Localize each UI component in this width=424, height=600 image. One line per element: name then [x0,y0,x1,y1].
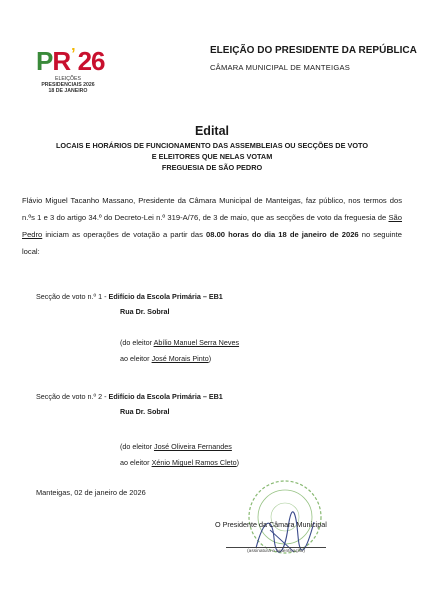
edital-subtitle-line-2: E ELEITORES QUE NELAS VOTAM [151,152,273,161]
seccao-1-from-name: Abílio Manuel Serra Neves [153,338,240,347]
pr26-logo-mark [36,48,128,76]
seccao-2-from [120,442,232,452]
edital-title: Edital [194,124,230,138]
seccao-2-to-prefix: ao eleitor [120,458,152,467]
logo-letter-r: R [52,46,71,76]
logo-year: 26 [77,46,105,76]
voting-start-time: 08.00 horas do dia 18 de janeiro de 2026 [206,230,359,239]
seccao-1-from-prefix: (do eleitor [120,338,154,347]
signature-label: O Presidente da Câmara Municipal [215,520,327,529]
logo-apostrophe: ’ [71,46,76,63]
edital-subtitle-line-1: LOCAIS E HORÁRIOS DE FUNCIONAMENTO DAS ASSEMBLEIAS OU SECÇÕES DE VOTO [55,141,369,150]
logo-line-1: ELEIÇÕES [55,76,81,82]
freguesia-name: São Pedro [22,213,402,239]
seccao-2-from-prefix: (do eleitor [120,442,154,451]
seccao-1-rua: Rua Dr. Sobral [120,307,170,316]
body-paragraph [22,192,402,260]
seccao-1-to-name: José Morais Pinto [151,354,209,363]
seccao-2-suffix: ) [236,458,240,467]
header-title: ELEIÇÃO DO PRESIDENTE DA REPÚBLICA [210,45,417,56]
seccao-1-from [120,338,239,348]
seccao-2-to [120,458,239,468]
seccao-1-heading [36,292,223,302]
seccao-1-to [120,354,211,364]
seccao-1-suffix: ) [208,354,212,363]
signature-note: (assinatura e autenticação) [247,549,305,554]
seccao-2-to-name: Xénio Miguel Ramos Cleto [151,458,237,467]
seccao-1-to-prefix: ao eleitor [120,354,152,363]
header-subtitle: CÂMARA MUNICIPAL DE MANTEIGAS [210,63,350,72]
seccao-1-local: Edifício da Escola Primária – EB1 [108,292,223,301]
document-date: Manteigas, 02 de janeiro de 2026 [36,488,146,497]
seccao-1-label: Secção de voto n.º 1 - [36,292,109,301]
logo-letter-p: P [36,46,53,76]
logo-line-3: 18 DE JANEIRO [48,88,88,94]
seccao-2-rua: Rua Dr. Sobral [120,407,170,416]
body-text-part-2: iniciam as operações de votação a partir das [42,230,207,239]
document-header [210,44,417,74]
body-text-part-1: Flávio Miguel Tacanho Massano, Presidente da Câmara Municipal de Manteigas, faz público, nos termos dos n.ºs 1 e 3 do artigo 34.º do Decreto-Lei n.º 319-A/76, de 3 de maio, que as secções de voto da freguesia de [22,196,402,222]
body-text-part-3: no seguinte local: [22,230,402,256]
seccao-2-from-name: José Oliveira Fernandes [153,442,232,451]
signature-line [226,547,326,548]
election-logo [36,48,128,94]
edital-subtitle [0,140,424,173]
edital-subtitle-line-3: FREGUESIA DE SÃO PEDRO [161,163,263,172]
seccao-2-label: Secção de voto n.º 2 - [36,392,109,401]
seccao-2-local: Edifício da Escola Primária – EB1 [108,392,223,401]
seccao-2-heading [36,392,223,402]
logo-line-2: PRESIDENCIAIS 2026 [41,82,95,88]
